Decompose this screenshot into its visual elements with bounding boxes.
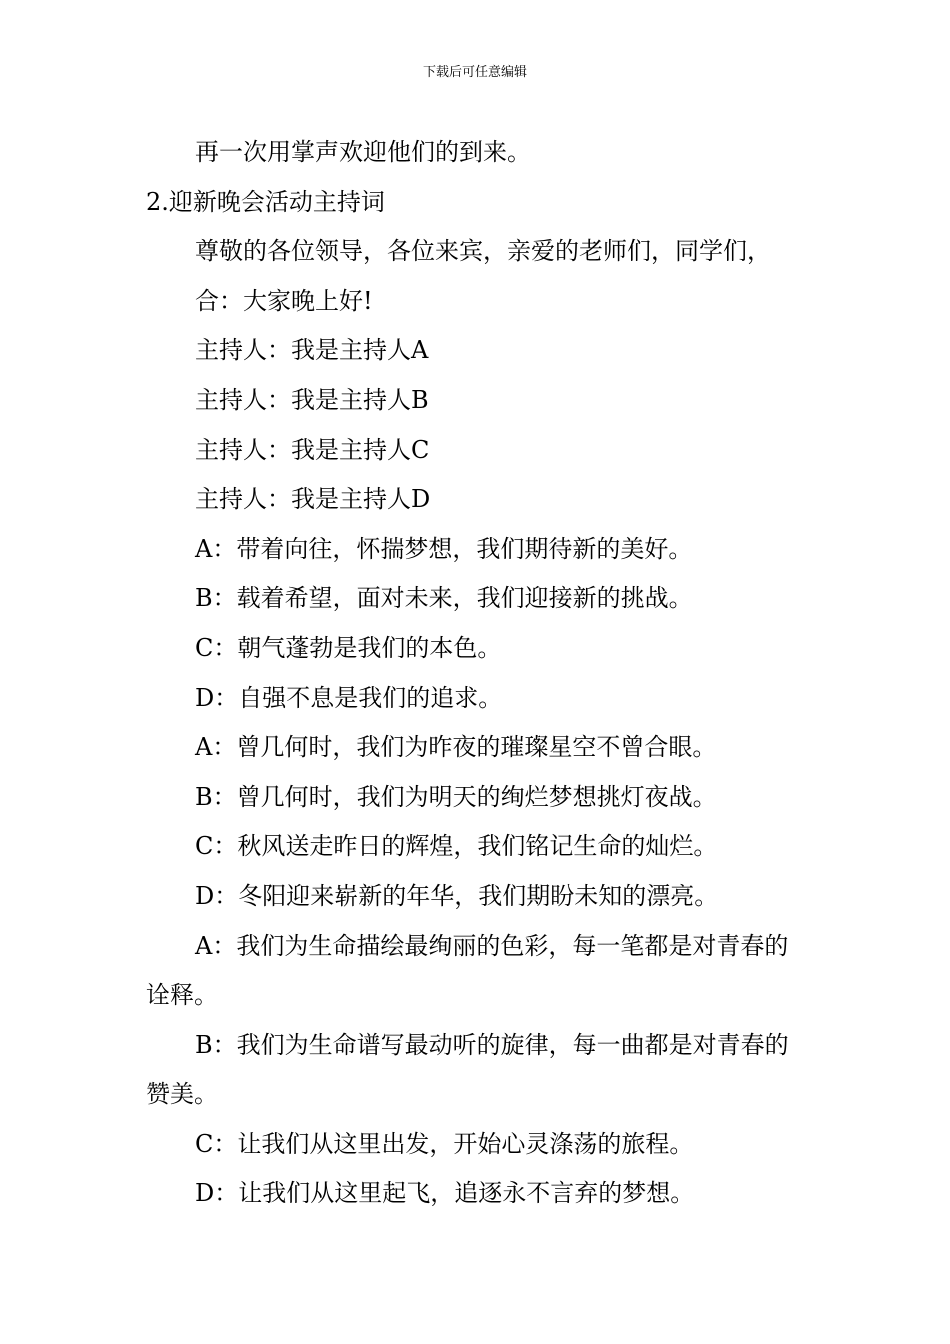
dialogue-line: A：曾几何时，我们为昨夜的璀璨星空不曾合眼。	[195, 733, 717, 762]
host-intro-d: 主持人：我是主持人D	[195, 485, 431, 514]
dialogue-paragraph: A：我们为生命描绘最绚丽的色彩，每一笔都是对青春的诠释。	[146, 931, 789, 1010]
dialogue-line: B：曾几何时，我们为明天的绚烂梦想挑灯夜战。	[195, 782, 717, 811]
greeting-line: 尊敬的各位领导，各位来宾，亲爱的老师们，同学们，	[195, 237, 771, 266]
dialogue-line: D：冬阳迎来崭新的年华，我们期盼未知的漂亮。	[195, 881, 719, 910]
dialogue-paragraph: B：我们为生命谱写最动听的旋律，每一曲都是对青春的赞美。	[146, 1030, 789, 1109]
host-intro-a: 主持人：我是主持人A	[195, 336, 429, 365]
section-heading: 2.迎新晚会活动主持词	[146, 187, 385, 216]
host-intro-c: 主持人：我是主持人C	[195, 435, 430, 464]
dialogue-line: C：朝气蓬勃是我们的本色。	[195, 633, 502, 662]
chorus-line: 合：大家晚上好!	[195, 286, 373, 315]
host-intro-b: 主持人：我是主持人B	[195, 385, 429, 414]
dialogue-line: C：让我们从这里出发，开始心灵涤荡的旅程。	[195, 1129, 694, 1158]
dialogue-line: A：带着向往，怀揣梦想，我们期待新的美好。	[195, 534, 693, 563]
dialogue-line: C：秋风送走昨日的辉煌，我们铭记生命的灿烂。	[195, 832, 718, 861]
dialogue-line: D：自强不息是我们的追求。	[195, 683, 503, 712]
paragraph-closing-line: 再一次用掌声欢迎他们的到来。	[195, 138, 531, 166]
page-header: 下载后可任意编辑	[422, 65, 527, 80]
dialogue-line: B：载着希望，面对未来，我们迎接新的挑战。	[195, 584, 693, 613]
dialogue-line: D：让我们从这里起飞，追逐永不言弃的梦想。	[195, 1179, 695, 1208]
document-body	[146, 128, 810, 1219]
